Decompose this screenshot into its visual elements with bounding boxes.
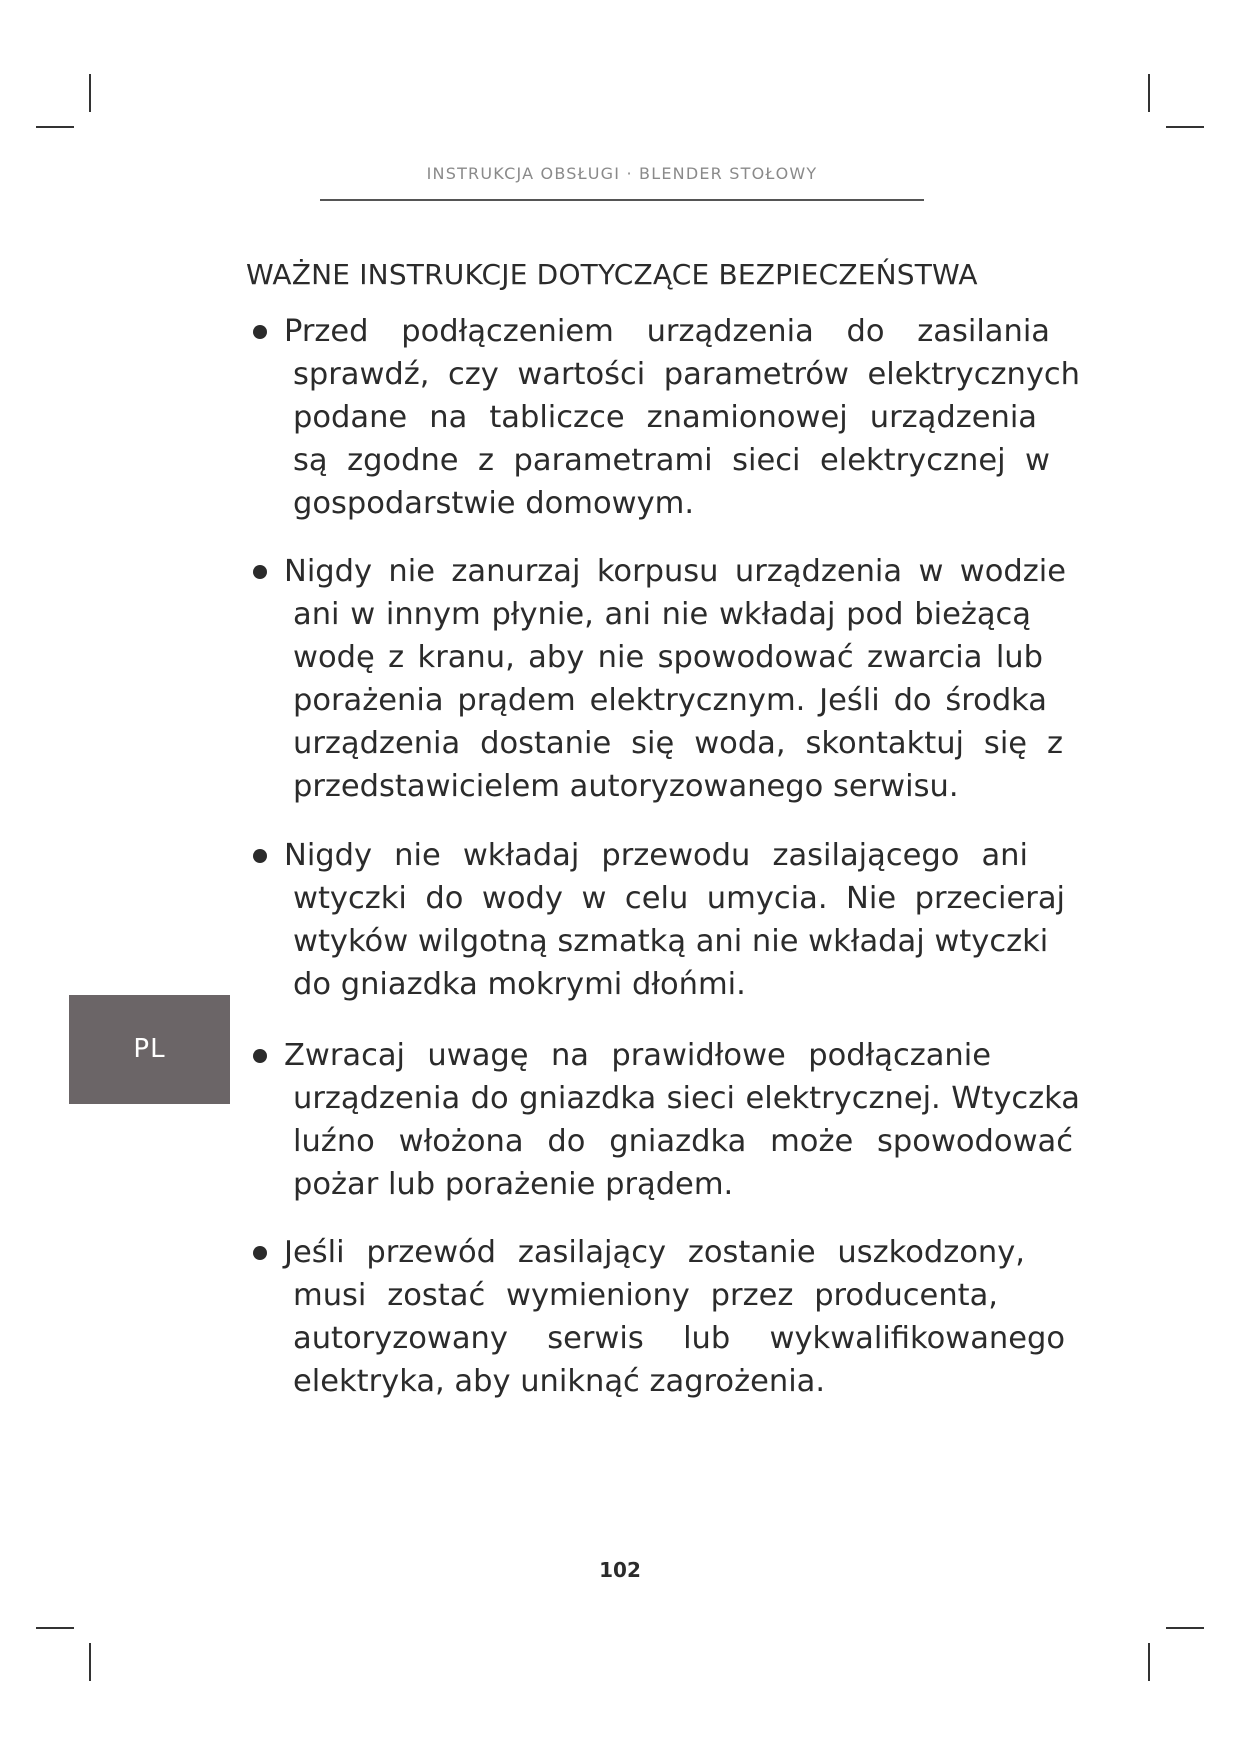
crop-mark <box>36 126 74 128</box>
bullet-line: gospodarstwie domowym. <box>293 486 695 521</box>
bullet-line: wtyczki do wody w celu umycia. Nie przecieraj <box>293 881 1065 916</box>
crop-mark <box>1166 126 1204 128</box>
bullet-item <box>246 310 1086 525</box>
bullet-line: Przed podłączeniem urządzenia do zasilania <box>284 314 1050 349</box>
crop-mark <box>36 1627 74 1629</box>
bullet-line: podane na tabliczce znamionowej urządzenia <box>293 400 1037 435</box>
bullet-line: Zwracaj uwagę na prawidłowe podłączanie <box>284 1038 991 1073</box>
bullet-line: Jeśli przewód zasilający zostanie uszkodzony, <box>284 1235 1025 1270</box>
language-tab: PL <box>69 995 230 1104</box>
bullet-dot-icon <box>253 325 267 339</box>
crop-mark <box>1166 1627 1204 1629</box>
bullet-line: przedstawicielem autoryzowanego serwisu. <box>293 769 959 804</box>
header-divider <box>320 199 924 201</box>
bullet-item <box>246 1231 1086 1403</box>
bullet-item <box>246 834 1086 1006</box>
bullet-dot-icon <box>253 1049 267 1063</box>
bullet-line: elektryka, aby uniknąć zagrożenia. <box>293 1364 826 1399</box>
crop-mark <box>89 74 91 112</box>
bullet-line: luźno włożona do gniazdka może spowodować <box>293 1124 1073 1159</box>
bullet-line: pożar lub porażenie prądem. <box>293 1167 734 1202</box>
bullet-dot-icon <box>253 1246 267 1260</box>
bullet-line: urządzenia do gniazdka sieci elektrycznej. Wtyczka <box>293 1081 1080 1116</box>
bullet-line: Nigdy nie zanurzaj korpusu urządzenia w wodzie <box>284 554 1066 589</box>
crop-mark <box>89 1643 91 1681</box>
bullet-dot-icon <box>253 565 267 579</box>
crop-mark <box>1148 74 1150 112</box>
bullet-line: porażenia prądem elektrycznym. Jeśli do środka <box>293 683 1047 718</box>
bullet-line: ani w innym płynie, ani nie wkładaj pod bieżącą <box>293 597 1031 632</box>
bullet-line: do gniazdka mokrymi dłońmi. <box>293 967 746 1002</box>
bullet-item <box>246 1034 1086 1206</box>
bullet-line: autoryzowany serwis lub wykwalifikowanego <box>293 1321 1065 1356</box>
bullet-dot-icon <box>253 849 267 863</box>
bullet-line: sprawdź, czy wartości parametrów elektrycznych <box>293 357 1080 392</box>
bullet-line: musi zostać wymieniony przez producenta, <box>293 1278 998 1313</box>
bullet-line: wtyków wilgotną szmatką ani nie wkładaj wtyczki <box>293 924 1049 959</box>
page-number: 102 <box>599 1558 641 1582</box>
bullet-line: urządzenia dostanie się woda, skontaktuj się z <box>293 726 1063 761</box>
bullet-line: są zgodne z parametrami sieci elektrycznej w <box>293 443 1050 478</box>
crop-mark <box>1148 1643 1150 1681</box>
bullet-item <box>246 550 1086 808</box>
bullet-line: wodę z kranu, aby nie spowodować zwarcia lub <box>293 640 1043 675</box>
section-title: WAŻNE INSTRUKCJE DOTYCZĄCE BEZPIECZEŃSTWA <box>246 258 978 291</box>
running-header: INSTRUKCJA OBSŁUGI · BLENDER STOŁOWY <box>426 164 818 183</box>
bullet-line: Nigdy nie wkładaj przewodu zasilającego ani <box>284 838 1028 873</box>
